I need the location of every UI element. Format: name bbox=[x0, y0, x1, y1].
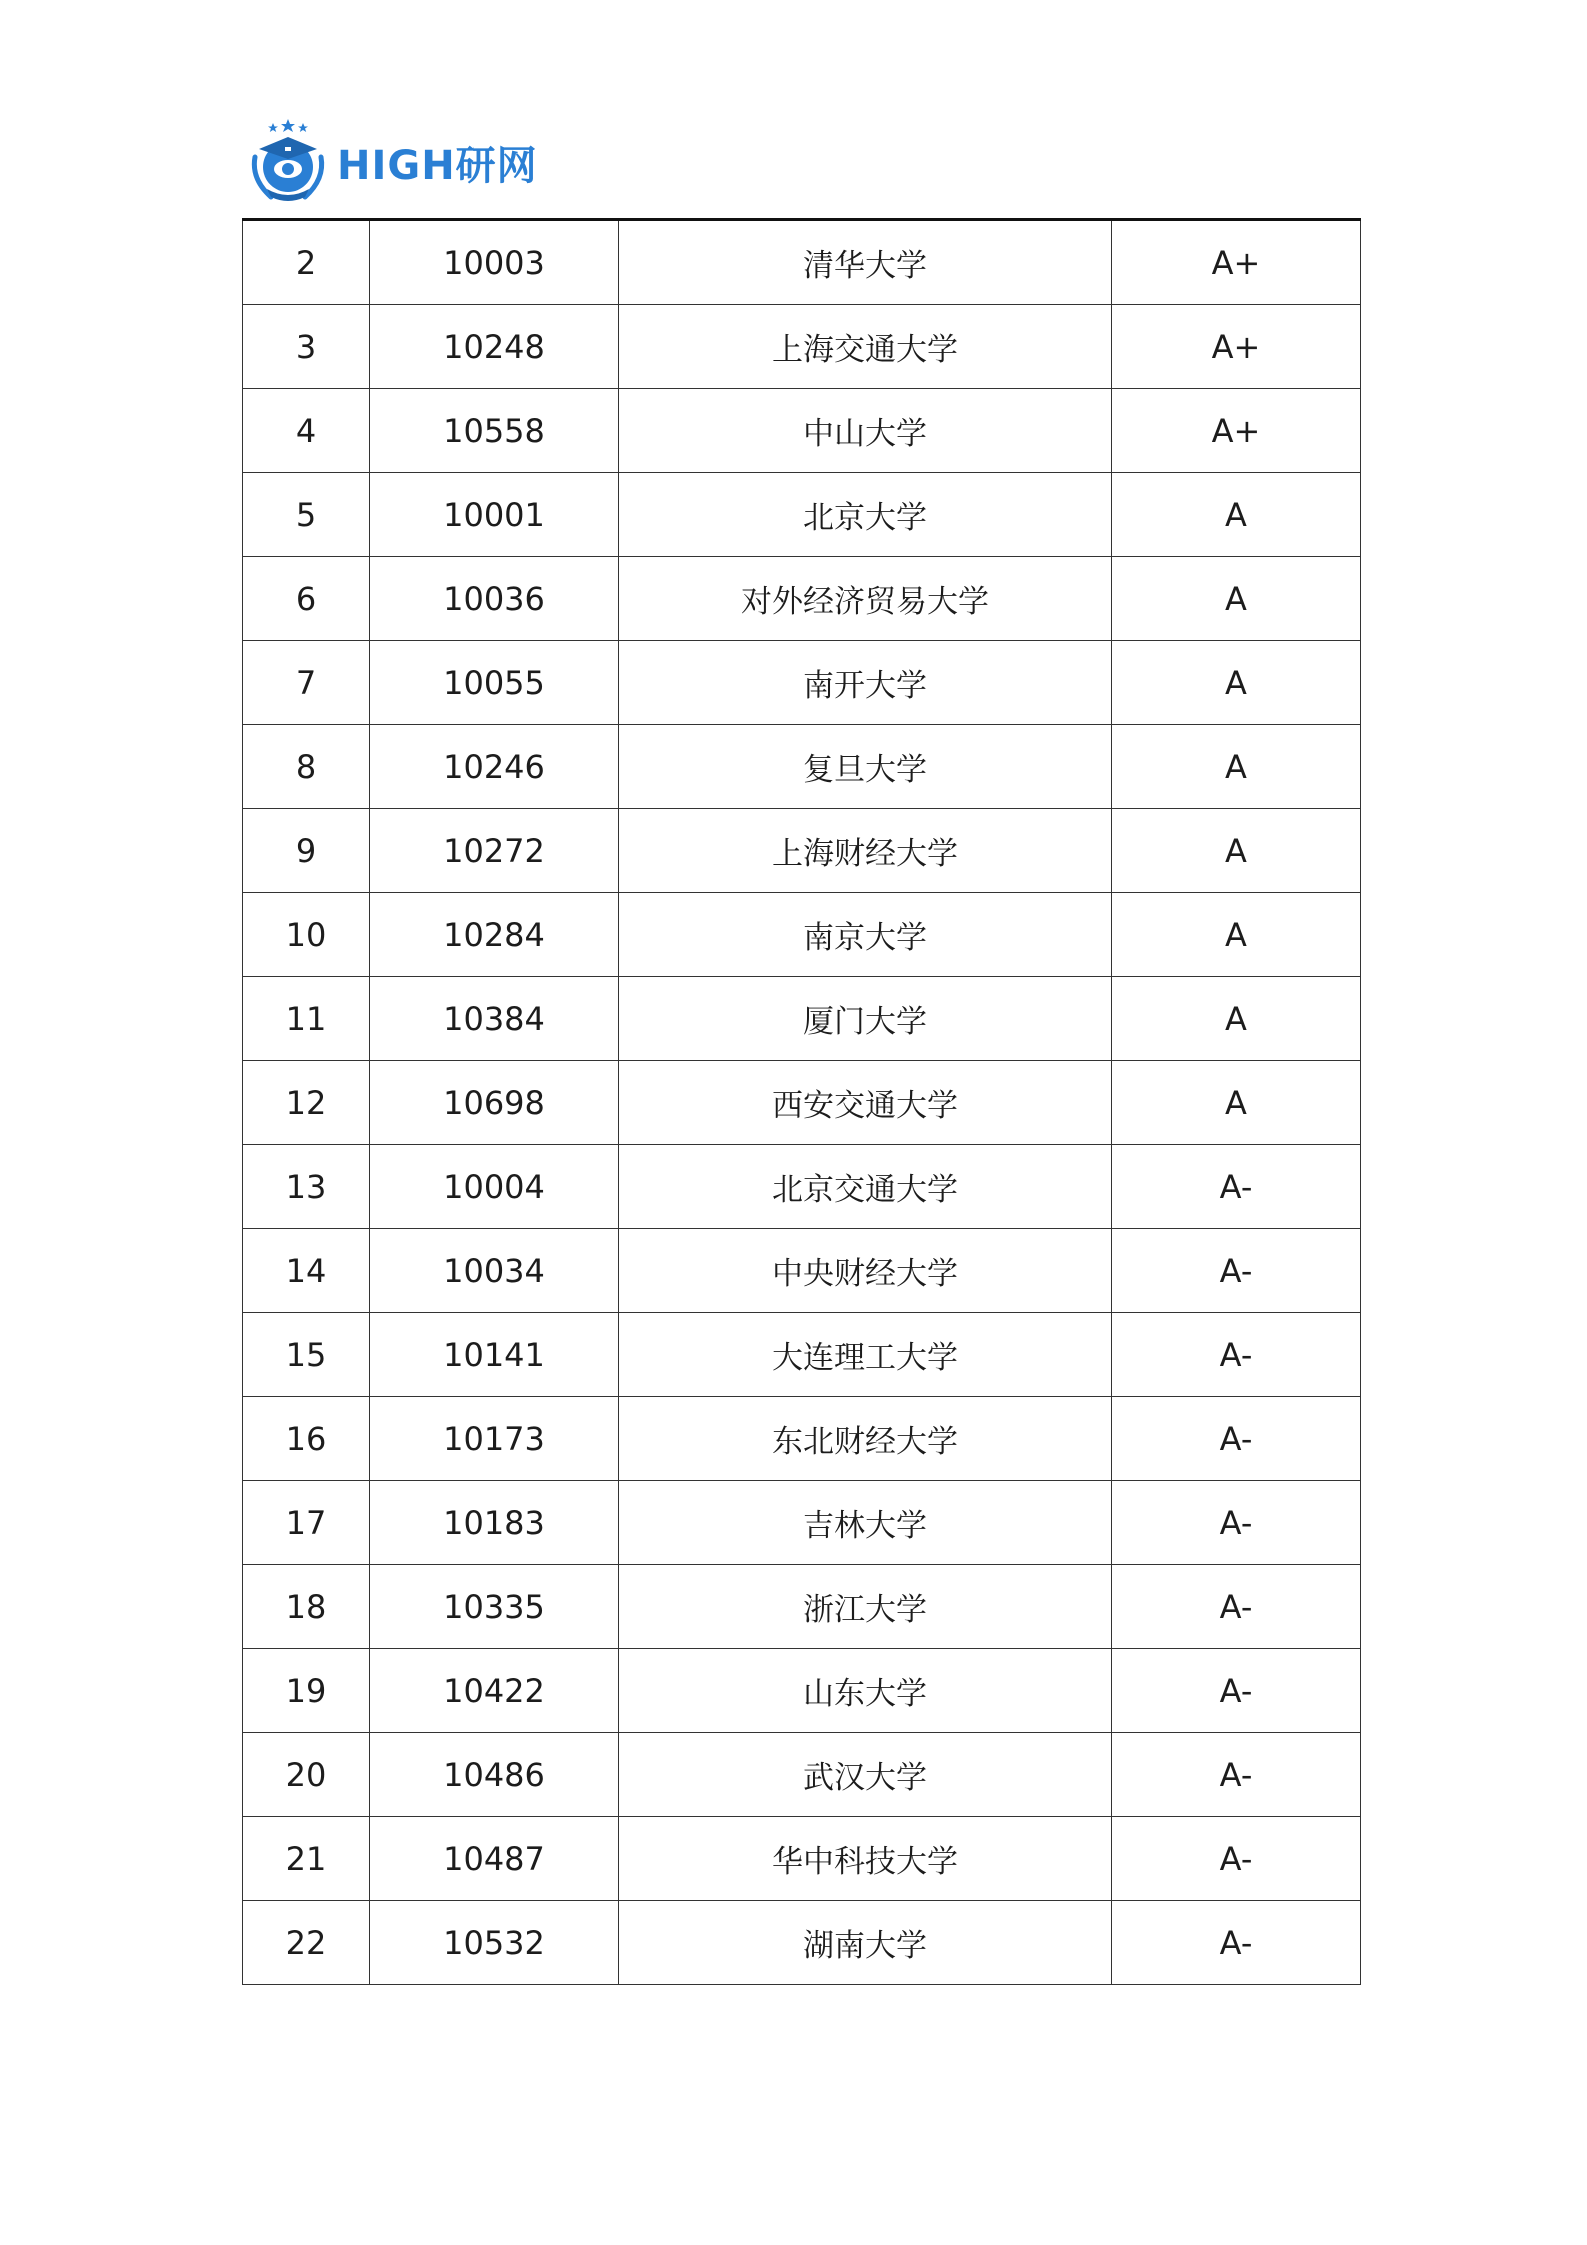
university-name-cell: 南京大学 bbox=[619, 893, 1112, 977]
rank-cell: 13 bbox=[243, 1145, 370, 1229]
rank-cell: 10 bbox=[243, 893, 370, 977]
grade-cell: A bbox=[1112, 557, 1361, 641]
school-code-cell: 10003 bbox=[370, 220, 619, 305]
university-name-cell: 湖南大学 bbox=[619, 1901, 1112, 1985]
ranking-table-container bbox=[242, 218, 1360, 1985]
university-name-cell: 西安交通大学 bbox=[619, 1061, 1112, 1145]
table-row bbox=[243, 1817, 1361, 1901]
table-row bbox=[243, 1481, 1361, 1565]
table-row bbox=[243, 305, 1361, 389]
school-code-cell: 10055 bbox=[370, 641, 619, 725]
university-name-cell: 南开大学 bbox=[619, 641, 1112, 725]
grade-cell: A bbox=[1112, 473, 1361, 557]
school-code-cell: 10284 bbox=[370, 893, 619, 977]
rank-cell: 9 bbox=[243, 809, 370, 893]
table-row bbox=[243, 1313, 1361, 1397]
university-name-cell: 浙江大学 bbox=[619, 1565, 1112, 1649]
grade-cell: A- bbox=[1112, 1229, 1361, 1313]
school-code-cell: 10036 bbox=[370, 557, 619, 641]
grade-cell: A bbox=[1112, 725, 1361, 809]
table-row bbox=[243, 1733, 1361, 1817]
grade-cell: A- bbox=[1112, 1901, 1361, 1985]
table-row bbox=[243, 977, 1361, 1061]
school-code-cell: 10487 bbox=[370, 1817, 619, 1901]
grade-cell: A- bbox=[1112, 1733, 1361, 1817]
school-code-cell: 10248 bbox=[370, 305, 619, 389]
table-row bbox=[243, 809, 1361, 893]
university-name-cell: 中山大学 bbox=[619, 389, 1112, 473]
table-row bbox=[243, 1565, 1361, 1649]
school-code-cell: 10384 bbox=[370, 977, 619, 1061]
rank-cell: 22 bbox=[243, 1901, 370, 1985]
rank-cell: 8 bbox=[243, 725, 370, 809]
rank-cell: 5 bbox=[243, 473, 370, 557]
university-name-cell: 对外经济贸易大学 bbox=[619, 557, 1112, 641]
ranking-table bbox=[242, 218, 1361, 1985]
school-code-cell: 10532 bbox=[370, 1901, 619, 1985]
grade-cell: A bbox=[1112, 809, 1361, 893]
grade-cell: A bbox=[1112, 977, 1361, 1061]
rank-cell: 17 bbox=[243, 1481, 370, 1565]
grade-cell: A bbox=[1112, 1061, 1361, 1145]
graduation-cap-emblem-icon bbox=[243, 117, 333, 207]
grade-cell: A+ bbox=[1112, 220, 1361, 305]
university-name-cell: 北京大学 bbox=[619, 473, 1112, 557]
school-code-cell: 10173 bbox=[370, 1397, 619, 1481]
school-code-cell: 10486 bbox=[370, 1733, 619, 1817]
rank-cell: 15 bbox=[243, 1313, 370, 1397]
university-name-cell: 中央财经大学 bbox=[619, 1229, 1112, 1313]
grade-cell: A+ bbox=[1112, 389, 1361, 473]
university-name-cell: 武汉大学 bbox=[619, 1733, 1112, 1817]
logo-text: HIGH研网 bbox=[337, 143, 538, 189]
school-code-cell: 10272 bbox=[370, 809, 619, 893]
university-name-cell: 华中科技大学 bbox=[619, 1817, 1112, 1901]
school-code-cell: 10183 bbox=[370, 1481, 619, 1565]
table-row bbox=[243, 1145, 1361, 1229]
grade-cell: A- bbox=[1112, 1145, 1361, 1229]
rank-cell: 3 bbox=[243, 305, 370, 389]
grade-cell: A- bbox=[1112, 1649, 1361, 1733]
university-name-cell: 上海财经大学 bbox=[619, 809, 1112, 893]
table-row bbox=[243, 893, 1361, 977]
school-code-cell: 10558 bbox=[370, 389, 619, 473]
table-row bbox=[243, 641, 1361, 725]
grade-cell: A+ bbox=[1112, 305, 1361, 389]
school-code-cell: 10422 bbox=[370, 1649, 619, 1733]
school-code-cell: 10335 bbox=[370, 1565, 619, 1649]
school-code-cell: 10246 bbox=[370, 725, 619, 809]
university-name-cell: 东北财经大学 bbox=[619, 1397, 1112, 1481]
rank-cell: 12 bbox=[243, 1061, 370, 1145]
rank-cell: 16 bbox=[243, 1397, 370, 1481]
table-body bbox=[243, 220, 1361, 1985]
university-name-cell: 复旦大学 bbox=[619, 725, 1112, 809]
university-name-cell: 清华大学 bbox=[619, 220, 1112, 305]
rank-cell: 4 bbox=[243, 389, 370, 473]
table-row bbox=[243, 1061, 1361, 1145]
grade-cell: A bbox=[1112, 641, 1361, 725]
school-code-cell: 10001 bbox=[370, 473, 619, 557]
table-row bbox=[243, 1901, 1361, 1985]
rank-cell: 11 bbox=[243, 977, 370, 1061]
rank-cell: 7 bbox=[243, 641, 370, 725]
table-row bbox=[243, 1649, 1361, 1733]
table-row bbox=[243, 220, 1361, 305]
rank-cell: 20 bbox=[243, 1733, 370, 1817]
table-row bbox=[243, 1397, 1361, 1481]
table-row bbox=[243, 1229, 1361, 1313]
school-code-cell: 10141 bbox=[370, 1313, 619, 1397]
rank-cell: 21 bbox=[243, 1817, 370, 1901]
school-code-cell: 10698 bbox=[370, 1061, 619, 1145]
university-name-cell: 北京交通大学 bbox=[619, 1145, 1112, 1229]
university-name-cell: 厦门大学 bbox=[619, 977, 1112, 1061]
grade-cell: A- bbox=[1112, 1565, 1361, 1649]
university-name-cell: 山东大学 bbox=[619, 1649, 1112, 1733]
university-name-cell: 上海交通大学 bbox=[619, 305, 1112, 389]
grade-cell: A- bbox=[1112, 1313, 1361, 1397]
grade-cell: A bbox=[1112, 893, 1361, 977]
table-row bbox=[243, 473, 1361, 557]
rank-cell: 19 bbox=[243, 1649, 370, 1733]
rank-cell: 6 bbox=[243, 557, 370, 641]
table-row bbox=[243, 725, 1361, 809]
school-code-cell: 10004 bbox=[370, 1145, 619, 1229]
university-name-cell: 大连理工大学 bbox=[619, 1313, 1112, 1397]
rank-cell: 2 bbox=[243, 220, 370, 305]
university-name-cell: 吉林大学 bbox=[619, 1481, 1112, 1565]
grade-cell: A- bbox=[1112, 1481, 1361, 1565]
rank-cell: 14 bbox=[243, 1229, 370, 1313]
grade-cell: A- bbox=[1112, 1397, 1361, 1481]
rank-cell: 18 bbox=[243, 1565, 370, 1649]
logo bbox=[243, 112, 538, 212]
school-code-cell: 10034 bbox=[370, 1229, 619, 1313]
table-row bbox=[243, 557, 1361, 641]
grade-cell: A- bbox=[1112, 1817, 1361, 1901]
table-row bbox=[243, 389, 1361, 473]
